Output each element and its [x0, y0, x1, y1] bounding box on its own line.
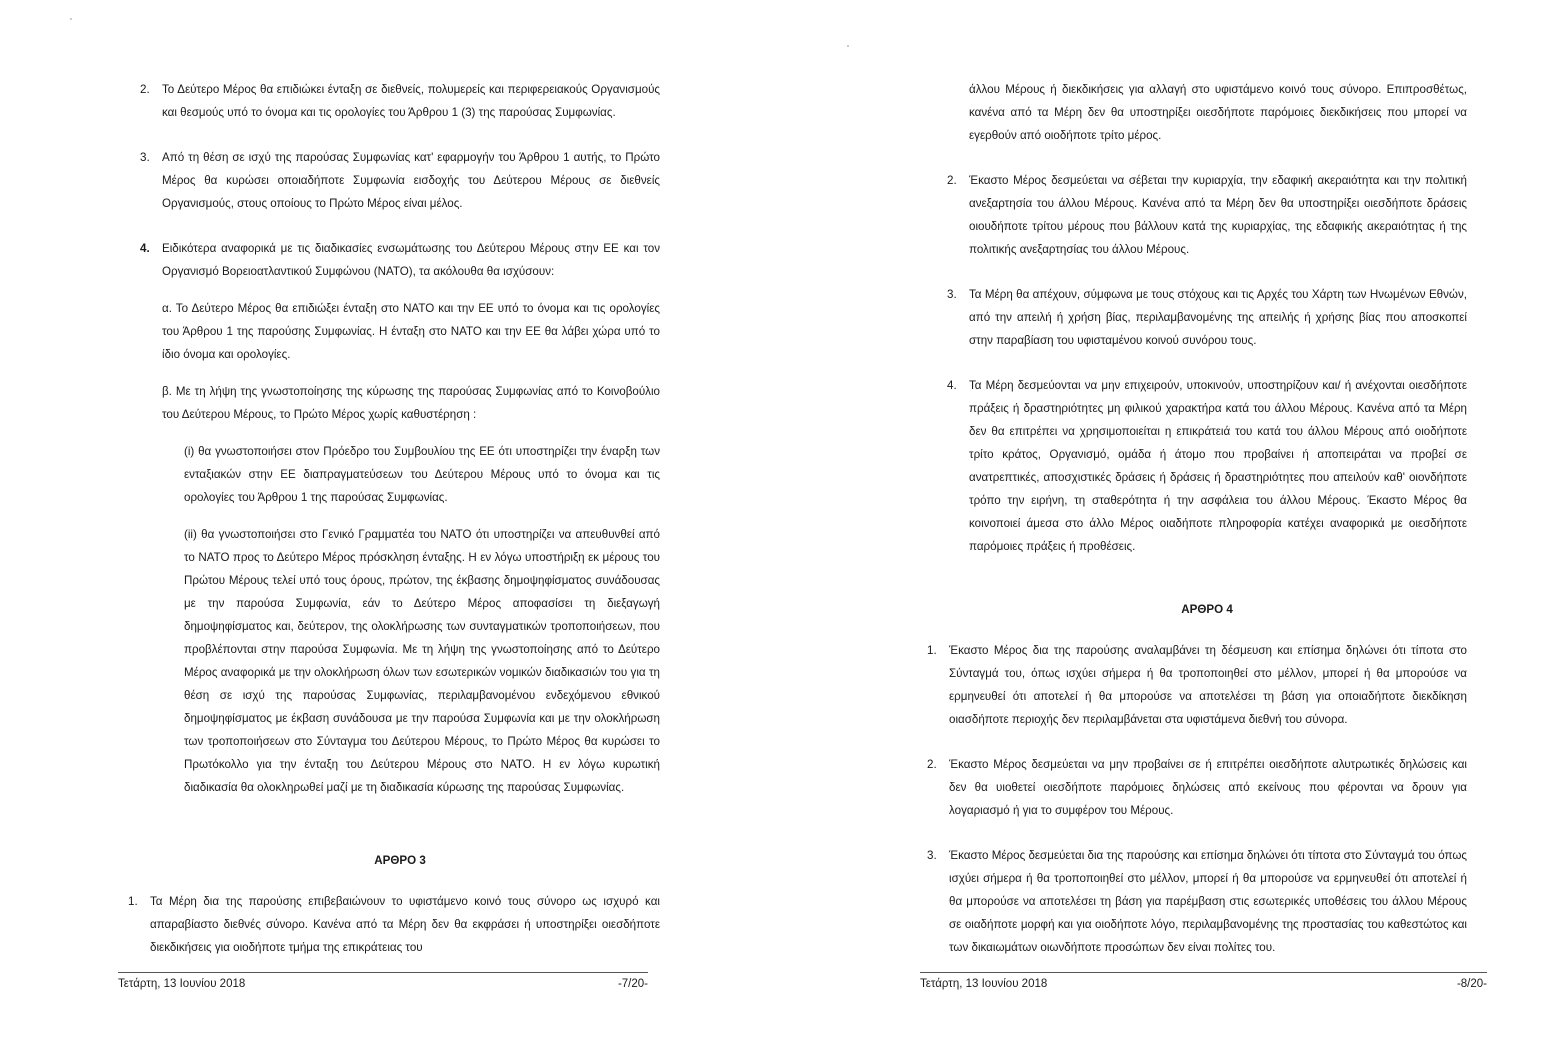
item-text: Τα Μέρη δια της παρούσης επιβεβαιώνουν το υφιστάμενο κοινό τους σύνορο ως ισχυρό και απαραβίαστο διεθνές σύνορο. Κανένα από τα Μέρη δεν θα εκφράσει ή υποστηρίξει οιεσδήποτε διεκδικήσεις για οιοδήποτε τμήμα της επικράτειας του [150, 895, 660, 954]
article-3-paragraph-2 [947, 169, 1467, 261]
item-text: Έκαστο Μέρος δεσμεύεται να μην προβαίνει σε ή επιτρέπει οιεσδήποτε αλυτρωτικές δηλώσεις και δεν θα υιοθετεί οιεσδήποτε παρόμοιες δηλώσεις από εκείνους που φέρονται να δρουν για λογαριασμό ή για το συμφέρον του Μέρους. [949, 758, 1467, 817]
scan-speck [70, 18, 72, 20]
article-3-paragraph-4 [947, 374, 1467, 558]
article-4-paragraph-3 [927, 844, 1467, 959]
page-8 [777, 0, 1554, 1064]
paragraph-4 [140, 237, 660, 283]
item-text: Έκαστο Μέρος δεσμεύεται δια της παρούσης και επίσημα δηλώνει ότι τίποτα στο Σύνταγμά του όπως ισχύει σήμερα ή θα τροποποιηθεί στο μέλλον, μπορεί ή θα μπορούσε να ερμηνευθεί ότι αποτελεί ή θα μπορούσε να αποτελέσει τη βάση για παρέμβαση στις εσωτερικές υποθέσεις του άλλου Μέρους σε οιαδήποτε μορφή και για οιοδήποτε λόγο, περιλαμβανομένης της προστασίας του καθεστώτος και των δικαιωμάτων οιωνδήποτε προσώπων δεν είναι πολίτες του. [949, 849, 1467, 954]
item-number: 4. [140, 242, 150, 255]
footer-rule [118, 972, 648, 973]
page-7-body [128, 78, 660, 981]
article-3-paragraph-1 [128, 890, 660, 959]
item-number: 2. [947, 174, 957, 187]
subparagraph-a: α. Το Δεύτερο Μέρος θα επιδιώξει ένταξη στο ΝΑΤΟ και την ΕΕ υπό το όνομα και τις ορολογίες του Άρθρου 1 της παρούσης Συμφωνίας. Η ένταξη στο ΝΑΤΟ και την ΕΕ θα λάβει χώρα υπό το ίδιο όνομα και ορολογίες. [162, 302, 660, 361]
article-4-paragraph-2 [927, 753, 1467, 822]
footer-page-number: -7/20- [617, 978, 648, 990]
item-text: Έκαστο Μέρος δεσμεύεται να σέβεται την κυριαρχία, την εδαφική ακεραιότητα και την πολιτική ανεξαρτησία του άλλου Μέρους. Κανένα από τα Μέρη δεν θα υποστηρίξει οιεσδήποτε δράσεις οιουδήποτε τρίτου μέρους που βάλλουν κατά της κυριαρχίας, της εδαφικής ακεραιότητας ή της πολιτικής ανεξαρτησίας του άλλου Μέρους. [969, 174, 1467, 256]
item-number: 1. [128, 895, 138, 908]
subparagraph-i: (i) θα γνωστοποιήσει στον Πρόεδρο του Συμβουλίου της ΕΕ ότι υποστηρίζει την έναρξη των ενταξιακών στην ΕΕ διαπραγματεύσεων του Δεύτερου Μέρους υπό το όνομα και τις ορολογίες του Άρθρου 1 της παρούσας Συμφωνίας. [184, 445, 660, 504]
subparagraph-ii: (ii) θα γνωστοποιήσει στο Γενικό Γραμματέα του ΝΑΤΟ ότι υποστηρίζει να απευθυνθεί από το ΝΑΤΟ προς το Δεύτερο Μέρος πρόσκληση ένταξης. Η εν λόγω υποστήριξη εκ μέρους του Πρώτου Μέρους τελεί υπό τους όρους, πρώτον, της έκβασης δημοψηφίσματος συνάδουσας με την παρούσα Συμφωνία, εάν το Δεύτερο Μέρος αποφασίσει τη διεξαγωγή δημοψηφίσματος και, δεύτερον, της ολοκλήρωσης των συνταγματικών τροποποιήσεων, που προβλέπονται στην παρούσα Συμφωνία. Με τη λήψη της γνωστοποίησης από το Δεύτερο Μέρος αναφορικά με την ολοκλήρωση όλων των εσωτερικών νομικών διαδικασιών του για τη θέση σε ισχύ της παρούσας Συμφωνίας, περιλαμβανομένου ενδεχόμενου εθνικού δημοψηφίσματος με έκβαση συνάδουσα με την παρούσα Συμφωνία και με την ολοκλήρωση των τροποποιήσεων στο Σύνταγμα του Δεύτερου Μέρους, το Πρώτο Μέρος θα κυρώσει το Πρωτόκολλο για την ένταξη του Δεύτερου Μέρους στο ΝΑΤΟ. Η εν λόγω κυρωτική διαδικασία θα ολοκληρωθεί μαζί με τη διαδικασία κύρωσης της παρούσας Συμφωνίας. [184, 528, 660, 794]
item-text: Το Δεύτερο Μέρος θα επιδιώκει ένταξη σε διεθνείς, πολυμερείς και περιφερειακούς Οργανισμούς και θεσμούς υπό το όνομα και τις ορολογίες του Άρθρου 1 (3) της παρούσας Συμφωνίας. [162, 83, 660, 119]
page-8-footer [920, 972, 1487, 990]
article-3-paragraph-1-continued: άλλου Μέρους ή διεκδικήσεις για αλλαγή στο υφιστάμενο κοινό τους σύνορο. Επιπροσθέτως, κανένα από τα Μέρη δεν θα υποστηρίξει οιεσδήποτε παρόμοιες διεκδικήσεις που μπορεί να εγερθούν από οιοδήποτε τρίτο μέρος. [969, 83, 1467, 142]
paragraph-2 [140, 78, 660, 124]
item-text: Τα Μέρη θα απέχουν, σύμφωνα με τους στόχους και τις Αρχές του Χάρτη των Ηνωμένων Εθνών, από την απειλή ή χρήση βίας, περιλαμβανομένης της απειλής ή χρήσης βίας που αποσκοπεί στην παραβίαση του υφισταμένου κοινού συνόρου τους. [969, 288, 1467, 347]
article-3-paragraph-3 [947, 283, 1467, 352]
item-number: 2. [927, 758, 937, 771]
paragraph-3 [140, 146, 660, 215]
page-7-footer [118, 972, 648, 990]
item-number: 3. [947, 288, 957, 301]
footer-rule [920, 972, 1487, 973]
item-number: 3. [140, 151, 150, 164]
article-4-paragraph-1 [927, 639, 1467, 731]
page-8-body [927, 78, 1467, 981]
item-number: 1. [927, 644, 937, 657]
footer-page-number: -8/20- [1456, 978, 1487, 990]
item-number: 2. [140, 83, 150, 96]
item-text: Από τη θέση σε ισχύ της παρούσας Συμφωνίας κατ' εφαρμογήν του Άρθρου 1 αυτής, το Πρώτο Μέρος θα κυρώσει οποιαδήποτε Συμφωνία εισδοχής του Δεύτερου Μέρους σε διεθνείς Οργανισμούς, στους οποίους το Πρώτο Μέρος είναι μέλος. [162, 151, 660, 210]
item-text: Ειδικότερα αναφορικά με τις διαδικασίες ενσωμάτωσης του Δεύτερου Μέρους στην ΕΕ και τον Οργανισμό Βορειοατλαντικού Συμφώνου (ΝΑΤΟ), τα ακόλουθα θα ισχύσουν: [162, 242, 660, 278]
item-text: Τα Μέρη δεσμεύονται να μην επιχειρούν, υποκινούν, υποστηρίζουν και/ ή ανέχονται οιεσδήποτε πράξεις ή δραστηριότητες μη φιλικού χαρακτήρα κατά του άλλου Μέρους. Κανένα από τα Μέρη δεν θα επιτρέπει να χρησιμοποιείται η επικράτειά του κατά του άλλου Μέρους από οιοδήποτε τρίτο κράτος, Οργανισμό, ομάδα ή άτομο που προβαίνει ή αποπειράται να προβεί σε ανατρεπτικές, αποσχιστικές δράσεις ή δράσεις ή δραστηριότητες που απειλούν καθ' οιονδήποτε τρόπο την ειρήνη, τη σταθερότητα ή την ασφάλεια του άλλου Μέρους. Έκαστο Μέρος θα κοινοποιεί άμεσα στο άλλο Μέρος οιαδήποτε πληροφορία κατέχει αναφορικά με οιεσδήποτε παρόμοιες πράξεις ή προθέσεις. [969, 379, 1467, 553]
article-3-heading: ΑΡΘΡΟ 3 [374, 854, 426, 867]
footer-date: Τετάρτη, 13 Ιουνίου 2018 [118, 978, 246, 990]
item-text: Έκαστο Μέρος δια της παρούσης αναλαμβάνει τη δέσμευση και επίσημα δηλώνει ότι τίποτα στο Σύνταγμά του, όπως ισχύει σήμερα ή θα τροποποιηθεί στο μέλλον, μπορεί ή θα μπορούσε να ερμηνευθεί ότι αποτελεί ή θα μπορούσε να αποτελέσει τη βάση για οποιαδήποτε διεκδίκηση οιασδήποτε περιοχής δεν περιλαμβάνεται στα υφιστάμενα διεθνή του σύνορα. [949, 644, 1467, 726]
item-number: 3. [927, 849, 937, 862]
article-4-heading: ΑΡΘΡΟ 4 [1181, 603, 1233, 616]
footer-date: Τετάρτη, 13 Ιουνίου 2018 [920, 978, 1048, 990]
item-number: 4. [947, 379, 957, 392]
scan-speck [847, 45, 849, 47]
subparagraph-b: β. Με τη λήψη της γνωστοποίησης της κύρωσης της παρούσας Συμφωνίας από το Κοινοβούλιο του Δεύτερου Μέρους, το Πρώτο Μέρος χωρίς καθυστέρηση : [162, 385, 660, 421]
